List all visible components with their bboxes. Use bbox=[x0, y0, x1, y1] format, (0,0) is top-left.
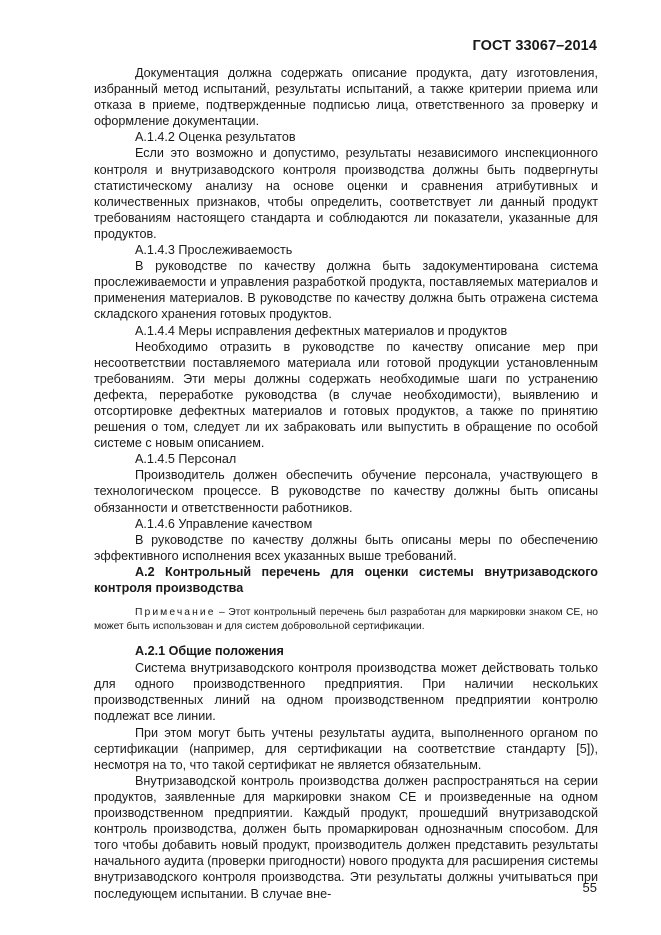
subsection-heading-corrective-measures: A.1.4.4 Меры исправления дефектных материалов и продуктов bbox=[135, 323, 508, 338]
paragraph-corrective-measures: Необходимо отразить в руководстве по качеству описание мер при несоответствии поставляемого материала или готовой продукции установленным требованиям. Эти меры должны содержать необходимые шаги по устранению дефекта, переработке руководства (в случае необходимости), выявлению и отсортировке дефектных материалов и готовых продуктов, а также по принятию решения о том, следует ли их забраковать или выпустить в обращение по особой системе с новым описанием. bbox=[94, 339, 598, 451]
page-number: 55 bbox=[582, 880, 597, 895]
note-text: – Этот контрольный перечень был разработан для маркировки знаком CE, но может быть использован и для систем добровольной сертификации. bbox=[94, 607, 598, 633]
paragraph-quality-management: В руководстве по качеству должны быть описаны меры по обеспечению эффективного исполнения всех указанных выше требований. bbox=[94, 532, 598, 563]
subsection-heading-personnel: A.1.4.5 Персонал bbox=[135, 452, 237, 467]
subsection-heading-traceability: A.1.4.3 Прослеживаемость bbox=[135, 243, 293, 258]
note bbox=[94, 606, 598, 634]
document-code: ГОСТ 33067–2014 bbox=[472, 38, 597, 54]
subsection-heading-results-evaluation: A.1.4.2 Оценка результатов bbox=[135, 130, 296, 145]
paragraph-general-2: При этом могут быть учтены результаты аудита, выполненного органом по сертификации (например, для сертификации на соответствие стандарту [5]), несмотря на то, что такой сертификат не является обязательным. bbox=[94, 725, 598, 772]
section-heading-a2: A.2 Контрольный перечень для оценки системы внутризаводского контроля производства bbox=[94, 564, 598, 595]
paragraph-documentation: Документация должна содержать описание продукта, дату изготовления, избранный метод испытаний, результаты испытаний, а также критерии приема или отказа в приеме, подтвержденные подписью лица, ответственного за проверку и оформление документации. bbox=[94, 66, 598, 129]
paragraph-results-evaluation: Если это возможно и допустимо, результаты независимого инспекционного контроля и внутризаводского контроля производства должны быть подвергнуты статистическому анализу на основе оценки и сравнения атрибутивных и количественных признаков, чтобы определить, соответствует ли данный продукт требованиям настоящего стандарта и соблюдаются ли показатели, указанные для продуктов. bbox=[94, 146, 598, 241]
paragraph-general-3: Внутризаводской контроль производства должен распространяться на серии продуктов, заявленные для маркировки знаком CE и произведенные на одном производственном предприятии. Каждый продукт, прошедший внутризаводской контроль производства, должен быть промаркирован однозначным способом. Для того чтобы добавить новый продукт, производитель должен представить результаты начального аудита (проверки пригодности) нового продукта для расширения системы внутризаводского контроля производства. Эти результаты должны учитываться при последующем испытании. В случае вне- bbox=[94, 773, 598, 901]
page-body bbox=[94, 65, 598, 902]
paragraph-personnel: Производитель должен обеспечить обучение персонала, участвующего в технологическом процессе. В руководстве по качеству должны быть описаны обязанности и ответственности работников. bbox=[94, 468, 598, 515]
subsection-heading-quality-management: A.1.4.6 Управление качеством bbox=[135, 516, 313, 531]
paragraph-traceability: В руководстве по качеству должна быть задокументирована система прослеживаемости и управления разработкой продукта, поставляемых материалов и применения материалов. В руководстве по качеству должна быть отражена система складского хранения готовых продуктов. bbox=[94, 259, 598, 322]
paragraph-general-1: Система внутризаводского контроля производства может действовать только для одного производственного предприятия. При наличии нескольких производственных линий на одном производственном предприятии контролю подлежат все линии. bbox=[94, 661, 598, 724]
note-label: Примечание bbox=[135, 607, 216, 619]
subsection-heading-general: A.2.1 Общие положения bbox=[135, 644, 284, 659]
